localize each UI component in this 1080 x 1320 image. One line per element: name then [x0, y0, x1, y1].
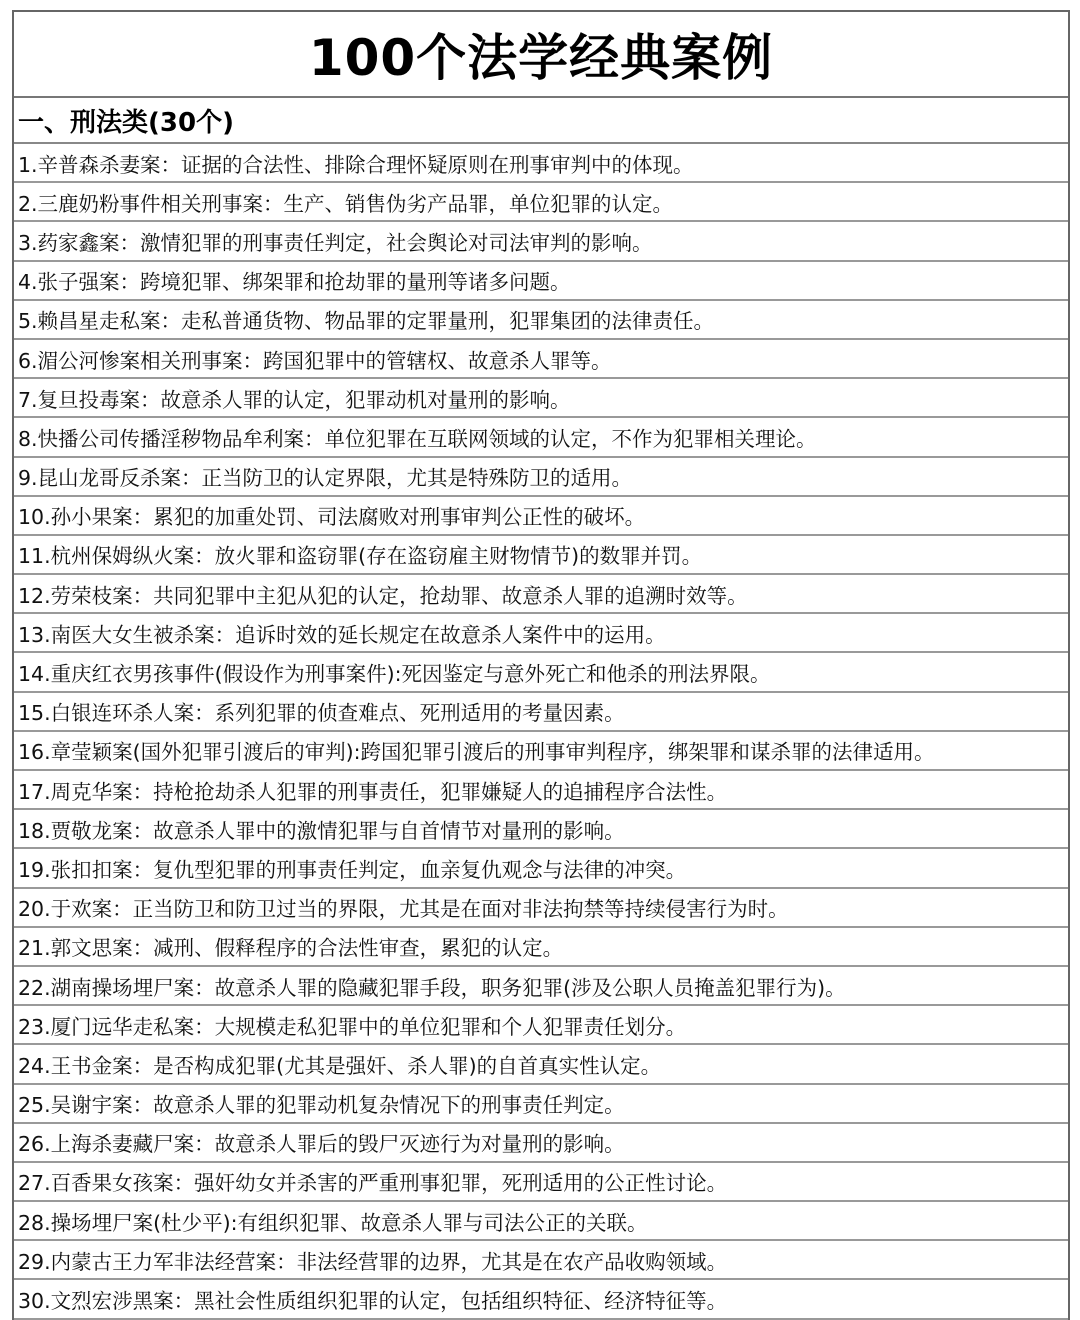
- case-row: 19.张扣扣案：复仇型犯罪的刑事责任判定，血亲复仇观念与法律的冲突。: [14, 849, 1068, 888]
- case-row: 1.辛普森杀妻案：证据的合法性、排除合理怀疑原则在刑事审判中的体现。: [14, 144, 1068, 183]
- case-row: 13.南医大女生被杀案：追诉时效的延长规定在故意杀人案件中的运用。: [14, 614, 1068, 653]
- case-row: 30.文烈宏涉黑案：黑社会性质组织犯罪的认定，包括组织特征、经济特征等。: [14, 1280, 1068, 1319]
- case-row: 3.药家鑫案：激情犯罪的刑事责任判定，社会舆论对司法审判的影响。: [14, 222, 1068, 261]
- case-row: 6.湄公河惨案相关刑事案：跨国犯罪中的管辖权、故意杀人罪等。: [14, 340, 1068, 379]
- case-row: 4.张子强案：跨境犯罪、绑架罪和抢劫罪的量刑等诸多问题。: [14, 262, 1068, 301]
- case-row: 26.上海杀妻藏尸案：故意杀人罪后的毁尸灭迹行为对量刑的影响。: [14, 1124, 1068, 1163]
- case-row: 25.吴谢宇案：故意杀人罪的犯罪动机复杂情况下的刑事责任判定。: [14, 1085, 1068, 1124]
- case-row: 16.章莹颖案(国外犯罪引渡后的审判):跨国犯罪引渡后的刑事审判程序，绑架罪和谋杀罪的法律适用。: [14, 732, 1068, 771]
- case-row: 14.重庆红衣男孩事件(假设作为刑事案件):死因鉴定与意外死亡和他杀的刑法界限。: [14, 653, 1068, 692]
- case-row: 11.杭州保姆纵火案：放火罪和盗窃罪(存在盗窃雇主财物情节)的数罪并罚。: [14, 536, 1068, 575]
- case-row: 17.周克华案：持枪抢劫杀人犯罪的刑事责任，犯罪嫌疑人的追捕程序合法性。: [14, 771, 1068, 810]
- case-row: 27.百香果女孩案：强奸幼女并杀害的严重刑事犯罪，死刑适用的公正性讨论。: [14, 1163, 1068, 1202]
- case-table: [12, 10, 1070, 1320]
- case-row: 5.赖昌星走私案：走私普通货物、物品罪的定罪量刑，犯罪集团的法律责任。: [14, 301, 1068, 340]
- case-row: 24.王书金案：是否构成犯罪(尤其是强奸、杀人罪)的自首真实性认定。: [14, 1045, 1068, 1084]
- case-row: 8.快播公司传播淫秽物品牟利案：单位犯罪在互联网领域的认定，不作为犯罪相关理论。: [14, 418, 1068, 457]
- case-row: 29.内蒙古王力军非法经营案：非法经营罪的边界，尤其是在农产品收购领域。: [14, 1241, 1068, 1280]
- case-row: 22.湖南操场埋尸案：故意杀人罪的隐藏犯罪手段，职务犯罪(涉及公职人员掩盖犯罪行为)。: [14, 967, 1068, 1006]
- case-row: 21.郭文思案：减刑、假释程序的合法性审查，累犯的认定。: [14, 928, 1068, 967]
- case-row: 10.孙小果案：累犯的加重处罚、司法腐败对刑事审判公正性的破坏。: [14, 497, 1068, 536]
- case-row: 28.操场埋尸案(杜少平):有组织犯罪、故意杀人罪与司法公正的关联。: [14, 1202, 1068, 1241]
- case-row: 20.于欢案：正当防卫和防卫过当的界限，尤其是在面对非法拘禁等持续侵害行为时。: [14, 889, 1068, 928]
- case-row: 23.厦门远华走私案：大规模走私犯罪中的单位犯罪和个人犯罪责任划分。: [14, 1006, 1068, 1045]
- case-row: 9.昆山龙哥反杀案：正当防卫的认定界限，尤其是特殊防卫的适用。: [14, 458, 1068, 497]
- case-row: 2.三鹿奶粉事件相关刑事案：生产、销售伪劣产品罪，单位犯罪的认定。: [14, 183, 1068, 222]
- case-row: 7.复旦投毒案：故意杀人罪的认定，犯罪动机对量刑的影响。: [14, 379, 1068, 418]
- case-row: 15.白银连环杀人案：系列犯罪的侦查难点、死刑适用的考量因素。: [14, 693, 1068, 732]
- section-heading: 一、刑法类(30个): [14, 98, 1068, 144]
- case-row: 18.贾敬龙案：故意杀人罪中的激情犯罪与自首情节对量刑的影响。: [14, 810, 1068, 849]
- case-row: 12.劳荣枝案：共同犯罪中主犯从犯的认定，抢劫罪、故意杀人罪的追溯时效等。: [14, 575, 1068, 614]
- page-title: 100个法学经典案例: [14, 12, 1068, 98]
- case-list: [14, 144, 1068, 1320]
